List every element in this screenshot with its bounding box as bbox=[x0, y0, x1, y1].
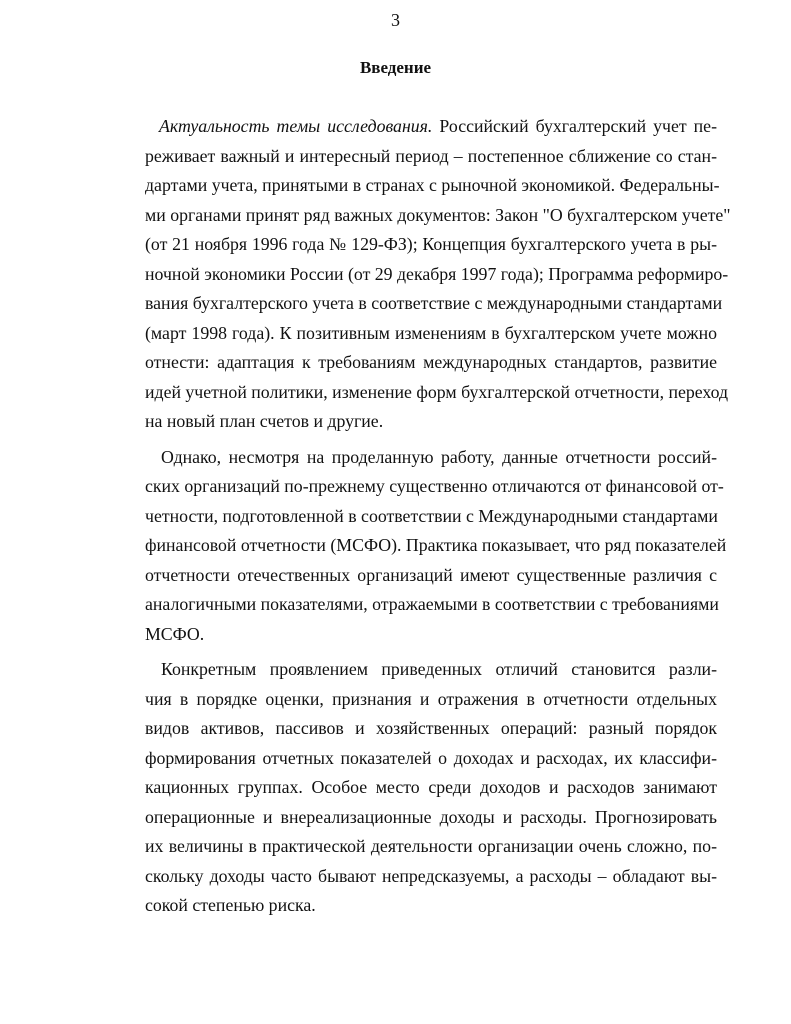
text-line: ми органами принят ряд важных документов: Закон "О бухгалтерском учете" bbox=[145, 204, 731, 225]
paragraph-manifestation bbox=[145, 655, 717, 921]
text-line: идей учетной политики, изменение форм бухгалтерской отчетности, переход bbox=[145, 381, 729, 402]
text-line: четности, подготовленной в соответствии с Международными стандартами bbox=[145, 505, 718, 526]
lead-italic: Актуальность темы исследования. bbox=[159, 116, 433, 136]
text-line: чия в порядке оценки, признания и отражения в отчетности отдельных bbox=[145, 688, 717, 709]
text-line: формирования отчетных показателей о доходах и расходах, их классифи- bbox=[145, 747, 717, 768]
text-line: скольку доходы часто бывают непредсказуемы, а расходы – обладают вы- bbox=[145, 865, 717, 886]
text-line: ских организаций по-прежнему существенно отличаются от финансовой от- bbox=[145, 476, 724, 496]
text-line: видов активов, пассивов и хозяйственных операций: разный порядок bbox=[145, 718, 717, 738]
text-line: Конкретным проявлением приведенных отличий становится разли- bbox=[161, 659, 717, 679]
text-line: сокой степенью риска. bbox=[145, 895, 316, 915]
text-line: (от 21 ноября 1996 года № 129-ФЗ); Концепция бухгалтерского учета в ры- bbox=[145, 234, 717, 254]
text-line: вания бухгалтерского учета в соответствие с международными стандартами bbox=[145, 293, 723, 313]
text-line: отнести: адаптация к требованиям международных стандартов, развитие bbox=[145, 352, 717, 372]
text-line: на новый план счетов и другие. bbox=[145, 411, 384, 431]
text-line: дартами учета, принятыми в странах с рыночной экономикой. Федеральны- bbox=[145, 175, 720, 195]
text-line: аналогичными показателями, отражаемыми в соответствии с требованиями bbox=[145, 594, 719, 614]
text-line: Однако, несмотря на проделанную работу, данные отчетности россий- bbox=[161, 446, 717, 467]
body-text bbox=[145, 112, 731, 927]
text-line: отчетности отечественных организаций имеют существенные различия с bbox=[145, 564, 717, 585]
text-line: финансовой отчетности (МСФО). Практика показывает, что ряд показателей bbox=[145, 535, 727, 555]
text-line: МСФО. bbox=[145, 623, 205, 644]
text-line: (март 1998 года). К позитивным изменениям в бухгалтерском учете можно bbox=[145, 322, 717, 343]
text-line: ночной экономики России (от 29 декабря 1997 года); Программа реформиро- bbox=[145, 263, 729, 284]
page-number: 3 bbox=[391, 10, 400, 30]
text-line: операционные и внереализационные доходы и расходы. Прогнозировать bbox=[145, 806, 717, 827]
paragraph-relevance bbox=[145, 112, 731, 437]
text-line-part: Российский бухгалтерский учет пе- bbox=[439, 116, 717, 136]
paragraph-differences bbox=[145, 443, 727, 650]
section-heading: Введение bbox=[359, 58, 432, 77]
text-line bbox=[145, 112, 717, 142]
text-line: их величины в практической деятельности организации очень сложно, по- bbox=[145, 836, 717, 856]
text-line: реживает важный и интересный период – постепенное сближение со стан- bbox=[145, 145, 717, 166]
text-line: кационных группах. Особое место среди доходов и расходов занимают bbox=[145, 777, 717, 797]
